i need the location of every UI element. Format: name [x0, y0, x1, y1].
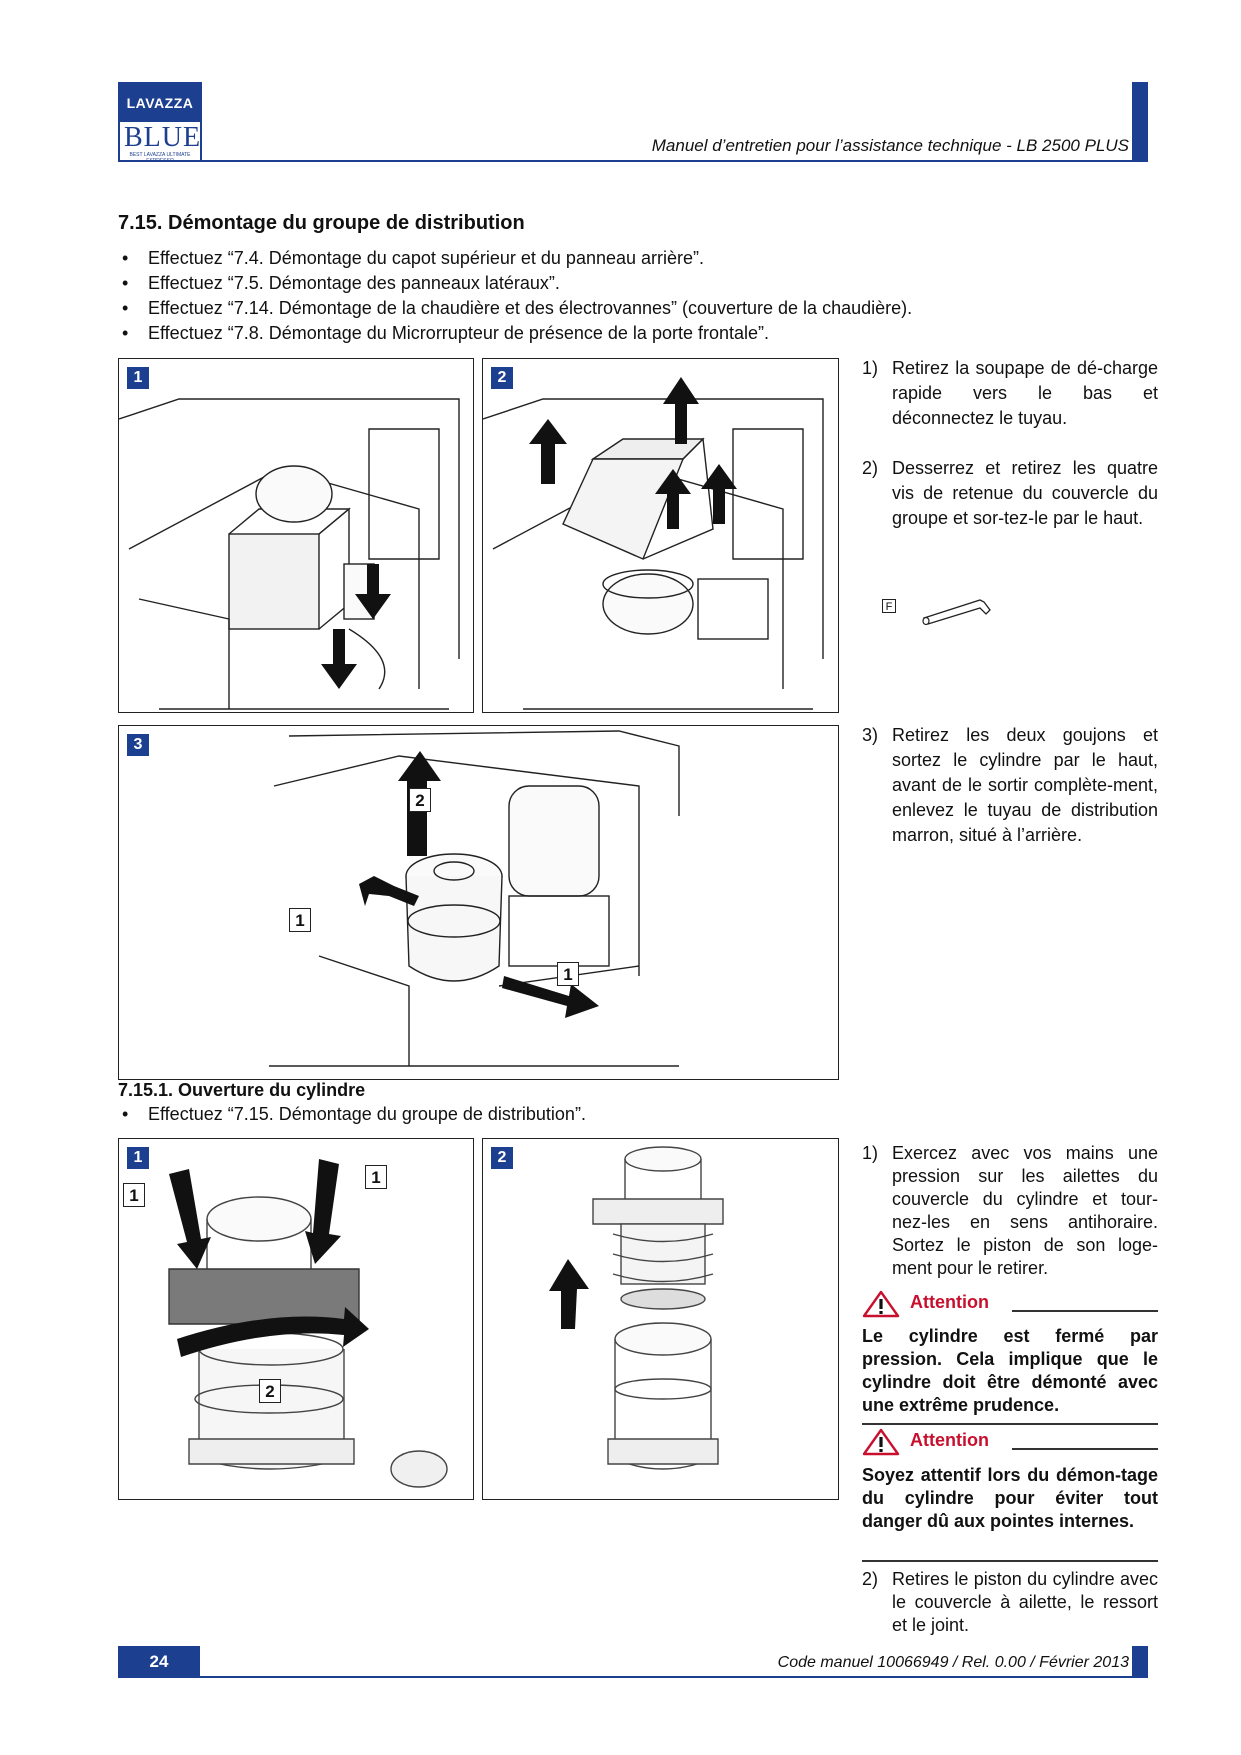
attention-divider [862, 1560, 1158, 1562]
cylinder-illustration [119, 1139, 474, 1500]
attention-header [862, 1428, 1158, 1456]
allen-key-icon [920, 590, 1010, 626]
figure-number-badge: 3 [127, 734, 149, 756]
step-number: 1) [862, 1143, 879, 1163]
arrow-up-icon [529, 419, 567, 484]
callout-label: 2 [259, 1379, 281, 1403]
figure-number-badge: 1 [127, 1147, 149, 1169]
step-2 [862, 456, 1158, 531]
header-rule [118, 160, 1148, 162]
step-1 [862, 356, 1158, 431]
machine-illustration [119, 359, 474, 713]
step-3 [862, 723, 1158, 848]
warning-icon [862, 1428, 900, 1456]
step-number: 3) [862, 725, 879, 745]
footer-rule [118, 1676, 1148, 1678]
arrow-down-icon [305, 1159, 341, 1264]
callout-label: 1 [289, 908, 311, 932]
attention-rule [1012, 1448, 1158, 1450]
header-bar [1132, 82, 1148, 162]
logo-tagline: BEST LAVAZZA ULTIMATE [129, 152, 191, 158]
footer-bar [1132, 1646, 1148, 1678]
figure-piston-removal [482, 1138, 839, 1500]
attention-rule [1012, 1310, 1158, 1312]
logo-line: BLUE [124, 122, 202, 153]
arrow-right-icon [502, 976, 599, 1018]
callout-label: 1 [123, 1183, 145, 1207]
step-text: Desserrez et retirez les quatre vis de retenue du couvercle du groupe et sor-tez-le par le haut. [892, 458, 1158, 528]
machine-illustration [119, 726, 839, 1080]
bullet-item: • Effectuez “7.5. Démontage des panneaux latéraux”. [118, 271, 912, 296]
figure-cylinder-open [118, 1138, 474, 1500]
subsection-heading: 7.15.1. Ouverture du cylindre [118, 1080, 366, 1100]
step-number: 1) [862, 358, 879, 378]
page-number: 24 [118, 1646, 200, 1678]
arrow-down-icon [169, 1169, 211, 1269]
piston-illustration [483, 1139, 839, 1500]
logo-brand: LAVAZZA [120, 84, 200, 122]
callout-label: 1 [557, 962, 579, 986]
attention-label: Attention [910, 1430, 989, 1450]
figure-number-badge: 1 [127, 367, 149, 389]
section-heading: 7.15. Démontage du groupe de distribution [118, 212, 525, 234]
figure-2-cover-removal [482, 358, 839, 713]
header-title: Manuel d’entretien pour l’assistance technique - LB 2500 PLUS [651, 136, 1129, 155]
bullet-item: • Effectuez “7.4. Démontage du capot supérieur et du panneau arrière”. [118, 246, 912, 271]
machine-illustration [483, 359, 839, 713]
step-b1 [862, 1142, 1158, 1280]
step-number: 2) [862, 458, 879, 478]
callout-label: 1 [365, 1165, 387, 1189]
figure-number-badge: 2 [491, 367, 513, 389]
figure-3-cylinder-removal [118, 725, 839, 1080]
subsection-bullet: • Effectuez “7.15. Démontage du groupe de distribution”. [122, 1104, 586, 1124]
step-text: Retirez les deux goujons et sortez le cylindre par le haut, avant de le sortir complète-ment, enlevez le tuyau de distribution marron, situé à l’arrière. [892, 725, 1158, 845]
attention-text: Le cylindre est fermé par pression. Cela implique que le cylindre doit être démonté avec une extrême prudence. [862, 1326, 1158, 1415]
bullet-item: • Effectuez “7.8. Démontage du Microrrupteur de présence de la porte frontale”. [118, 321, 912, 346]
figure-number-badge: 2 [491, 1147, 513, 1169]
step-b2 [862, 1568, 1158, 1637]
step-text: Retires le piston du cylindre avec le couvercle à ailette, le ressort et le joint. [892, 1569, 1158, 1635]
step-number: 2) [862, 1569, 879, 1589]
arrow-down-icon [321, 629, 357, 689]
bullet-item: • Effectuez “7.14. Démontage de la chaudière et des électrovannes” (couverture de la chaudière). [118, 296, 912, 321]
step-text: Retirez la soupape de dé-charge rapide vers le bas et déconnectez le tuyau. [892, 358, 1158, 428]
section-bullets [118, 246, 912, 346]
tool-tag: F [882, 599, 896, 613]
callout-label: 2 [409, 788, 431, 812]
lavazza-logo [118, 82, 202, 162]
attention-divider [862, 1423, 1158, 1425]
arrow-up-icon [549, 1259, 589, 1329]
figure-1-valve-removal [118, 358, 474, 713]
bullet-text: Effectuez “7.15. Démontage du groupe de distribution”. [148, 1104, 586, 1124]
arrow-up-icon [663, 377, 699, 444]
attention-header [862, 1290, 1158, 1318]
warning-icon [862, 1290, 900, 1318]
step-text: Exercez avec vos mains une pression sur les ailettes du couvercle du cylindre et tour-nez-les en sens antihoraire. Sortez le piston de son loge-ment pour le retirer. [892, 1143, 1158, 1278]
attention-text: Soyez attentif lors du démon-tage du cylindre pour éviter tout danger dû aux pointes internes. [862, 1465, 1158, 1531]
attention-label: Attention [910, 1292, 989, 1312]
footer-code: Code manuel 10066949 / Rel. 0.00 / Février 2013 [777, 1654, 1129, 1671]
